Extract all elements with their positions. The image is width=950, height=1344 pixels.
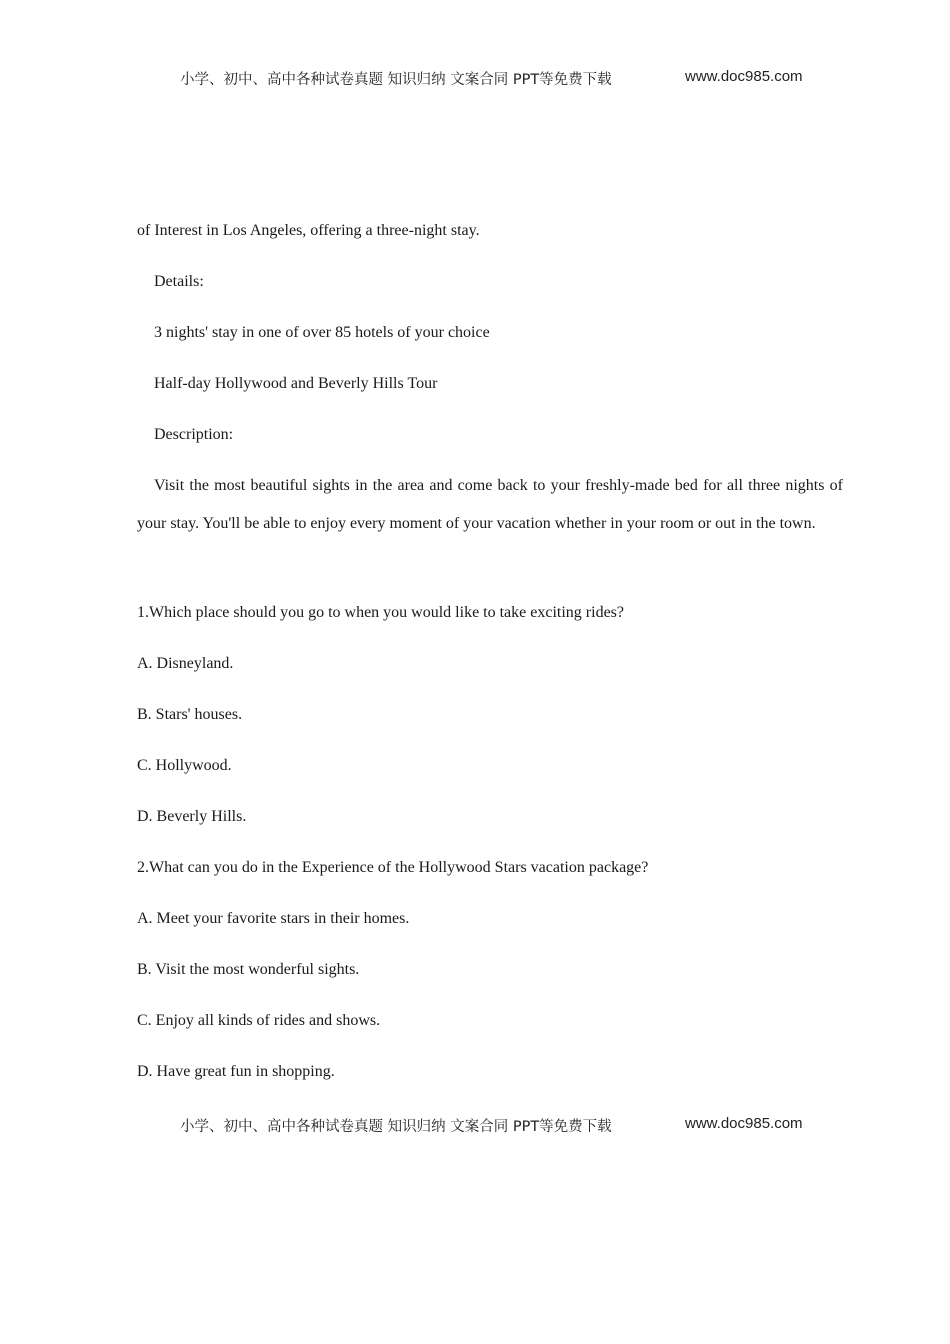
detail-item: 3 nights' stay in one of over 85 hotels of your choice: [154, 324, 490, 341]
question-1-option-d: D. Beverly Hills.: [137, 808, 247, 825]
question-2-option-b: B. Visit the most wonderful sights.: [137, 961, 360, 978]
question-2-option-a: A. Meet your favorite stars in their homes.: [137, 910, 410, 927]
description-heading: Description:: [154, 426, 234, 443]
intro-tail: of Interest in Los Angeles, offering a three-night stay.: [137, 222, 480, 239]
description-paragraph: Visit the most beautiful sights in the area and come back to your freshly-made bed for all three nights of your stay. You'll be able to enjoy every moment of your vacation whether in your room or out in the town.: [137, 477, 843, 532]
question-2: 2.What can you do in the Experience of the Hollywood Stars vacation package?: [137, 859, 649, 876]
question-2-option-d: D. Have great fun in shopping.: [137, 1063, 335, 1080]
question-1-option-c: C. Hollywood.: [137, 757, 232, 774]
header-url[interactable]: www.doc985.com: [685, 68, 803, 85]
header-label: 小学、初中、高中各种试卷真题 知识归纳 文案合同 PPT等免费下载: [180, 72, 612, 88]
question-1-option-b: B. Stars' houses.: [137, 706, 243, 723]
footer-label: 小学、初中、高中各种试卷真题 知识归纳 文案合同 PPT等免费下载: [180, 1119, 612, 1135]
footer-url[interactable]: www.doc985.com: [685, 1115, 803, 1132]
details-heading: Details:: [154, 273, 204, 290]
question-1: 1.Which place should you go to when you would like to take exciting rides?: [137, 604, 624, 621]
detail-item: Half-day Hollywood and Beverly Hills Tour: [154, 375, 438, 392]
question-1-option-a: A. Disneyland.: [137, 655, 234, 672]
question-2-option-c: C. Enjoy all kinds of rides and shows.: [137, 1012, 381, 1029]
